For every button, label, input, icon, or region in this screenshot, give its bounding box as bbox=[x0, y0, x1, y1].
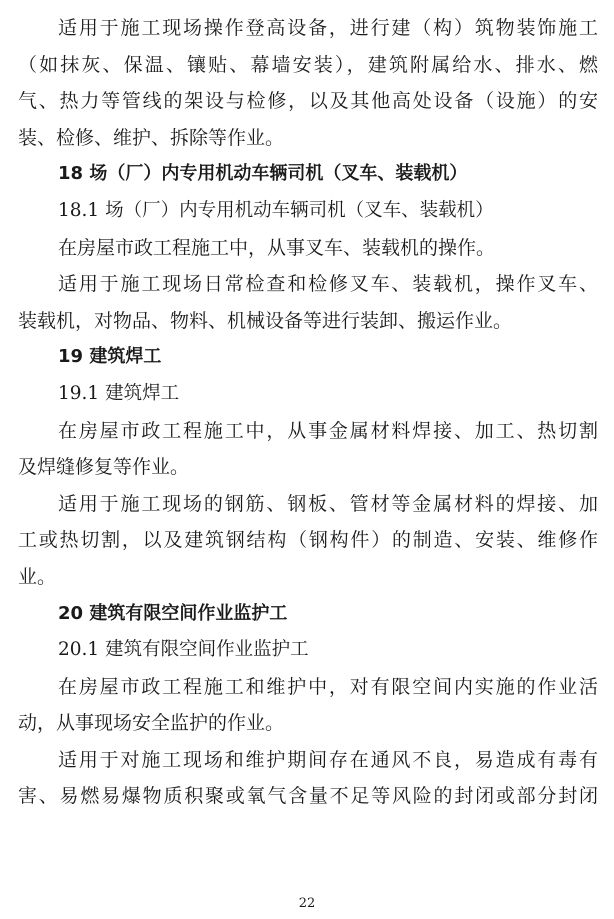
paragraph-line: 装、检修、维护、拆除等作业。 bbox=[18, 126, 285, 149]
paragraph-line: 适用于施工现场的钢筋、钢板、管材等金属材料的焊接、加 bbox=[58, 492, 598, 515]
paragraph-line: 业。 bbox=[18, 565, 57, 588]
section-heading-19: 19 建筑焊工 bbox=[58, 346, 162, 368]
paragraph-line: 在房屋市政工程施工中，从事金属材料焊接、加工、热切割 bbox=[58, 419, 598, 442]
paragraph-line: （如抹灰、保温、镶贴、幕墙安装），建筑附属给水、排水、燃 bbox=[18, 53, 598, 76]
paragraph-line: 及焊缝修复等作业。 bbox=[18, 456, 190, 479]
paragraph-line: 适用于施工现场日常检查和检修叉车、装载机，操作叉车、 bbox=[58, 273, 598, 296]
paragraph-line: 动，从事现场安全监护的作业。 bbox=[18, 712, 285, 735]
section-heading-20: 20 建筑有限空间作业监护工 bbox=[58, 602, 288, 624]
paragraph-line: 在房屋市政工程施工中，从事叉车、装载机的操作。 bbox=[58, 236, 496, 259]
subsection-heading-18-1: 18.1 场（厂）内专用机动车辆司机（叉车、装载机） bbox=[58, 199, 494, 221]
section-heading-18: 18 场（厂）内专用机动车辆司机（叉车、装载机） bbox=[58, 163, 468, 185]
paragraph-line: 适用于施工现场操作登高设备，进行建（构）筑物装饰施工 bbox=[58, 17, 598, 39]
page-number: 22 bbox=[298, 896, 316, 911]
paragraph-line: 在房屋市政工程施工和维护中，对有限空间内实施的作业活 bbox=[58, 675, 598, 698]
subsection-heading-20-1: 20.1 建筑有限空间作业监护工 bbox=[58, 639, 309, 661]
paragraph-line: 害、易燃易爆物质积聚或氧气含量不足等风险的封闭或部分封闭 bbox=[18, 785, 598, 808]
document-body bbox=[18, 10, 598, 815]
paragraph-line: 装载机，对物品、物料、机械设备等进行装卸、搬运作业。 bbox=[18, 309, 513, 332]
paragraph-line: 气、热力等管线的架设与检修，以及其他高处设备（设施）的安 bbox=[18, 90, 598, 113]
paragraph-line: 工或热切割，以及建筑钢结构（钢构件）的制造、安装、维修作 bbox=[18, 529, 598, 552]
subsection-heading-19-1: 19.1 建筑焊工 bbox=[58, 382, 180, 404]
paragraph-line: 适用于对施工现场和维护期间存在通风不良，易造成有毒有 bbox=[58, 748, 598, 771]
